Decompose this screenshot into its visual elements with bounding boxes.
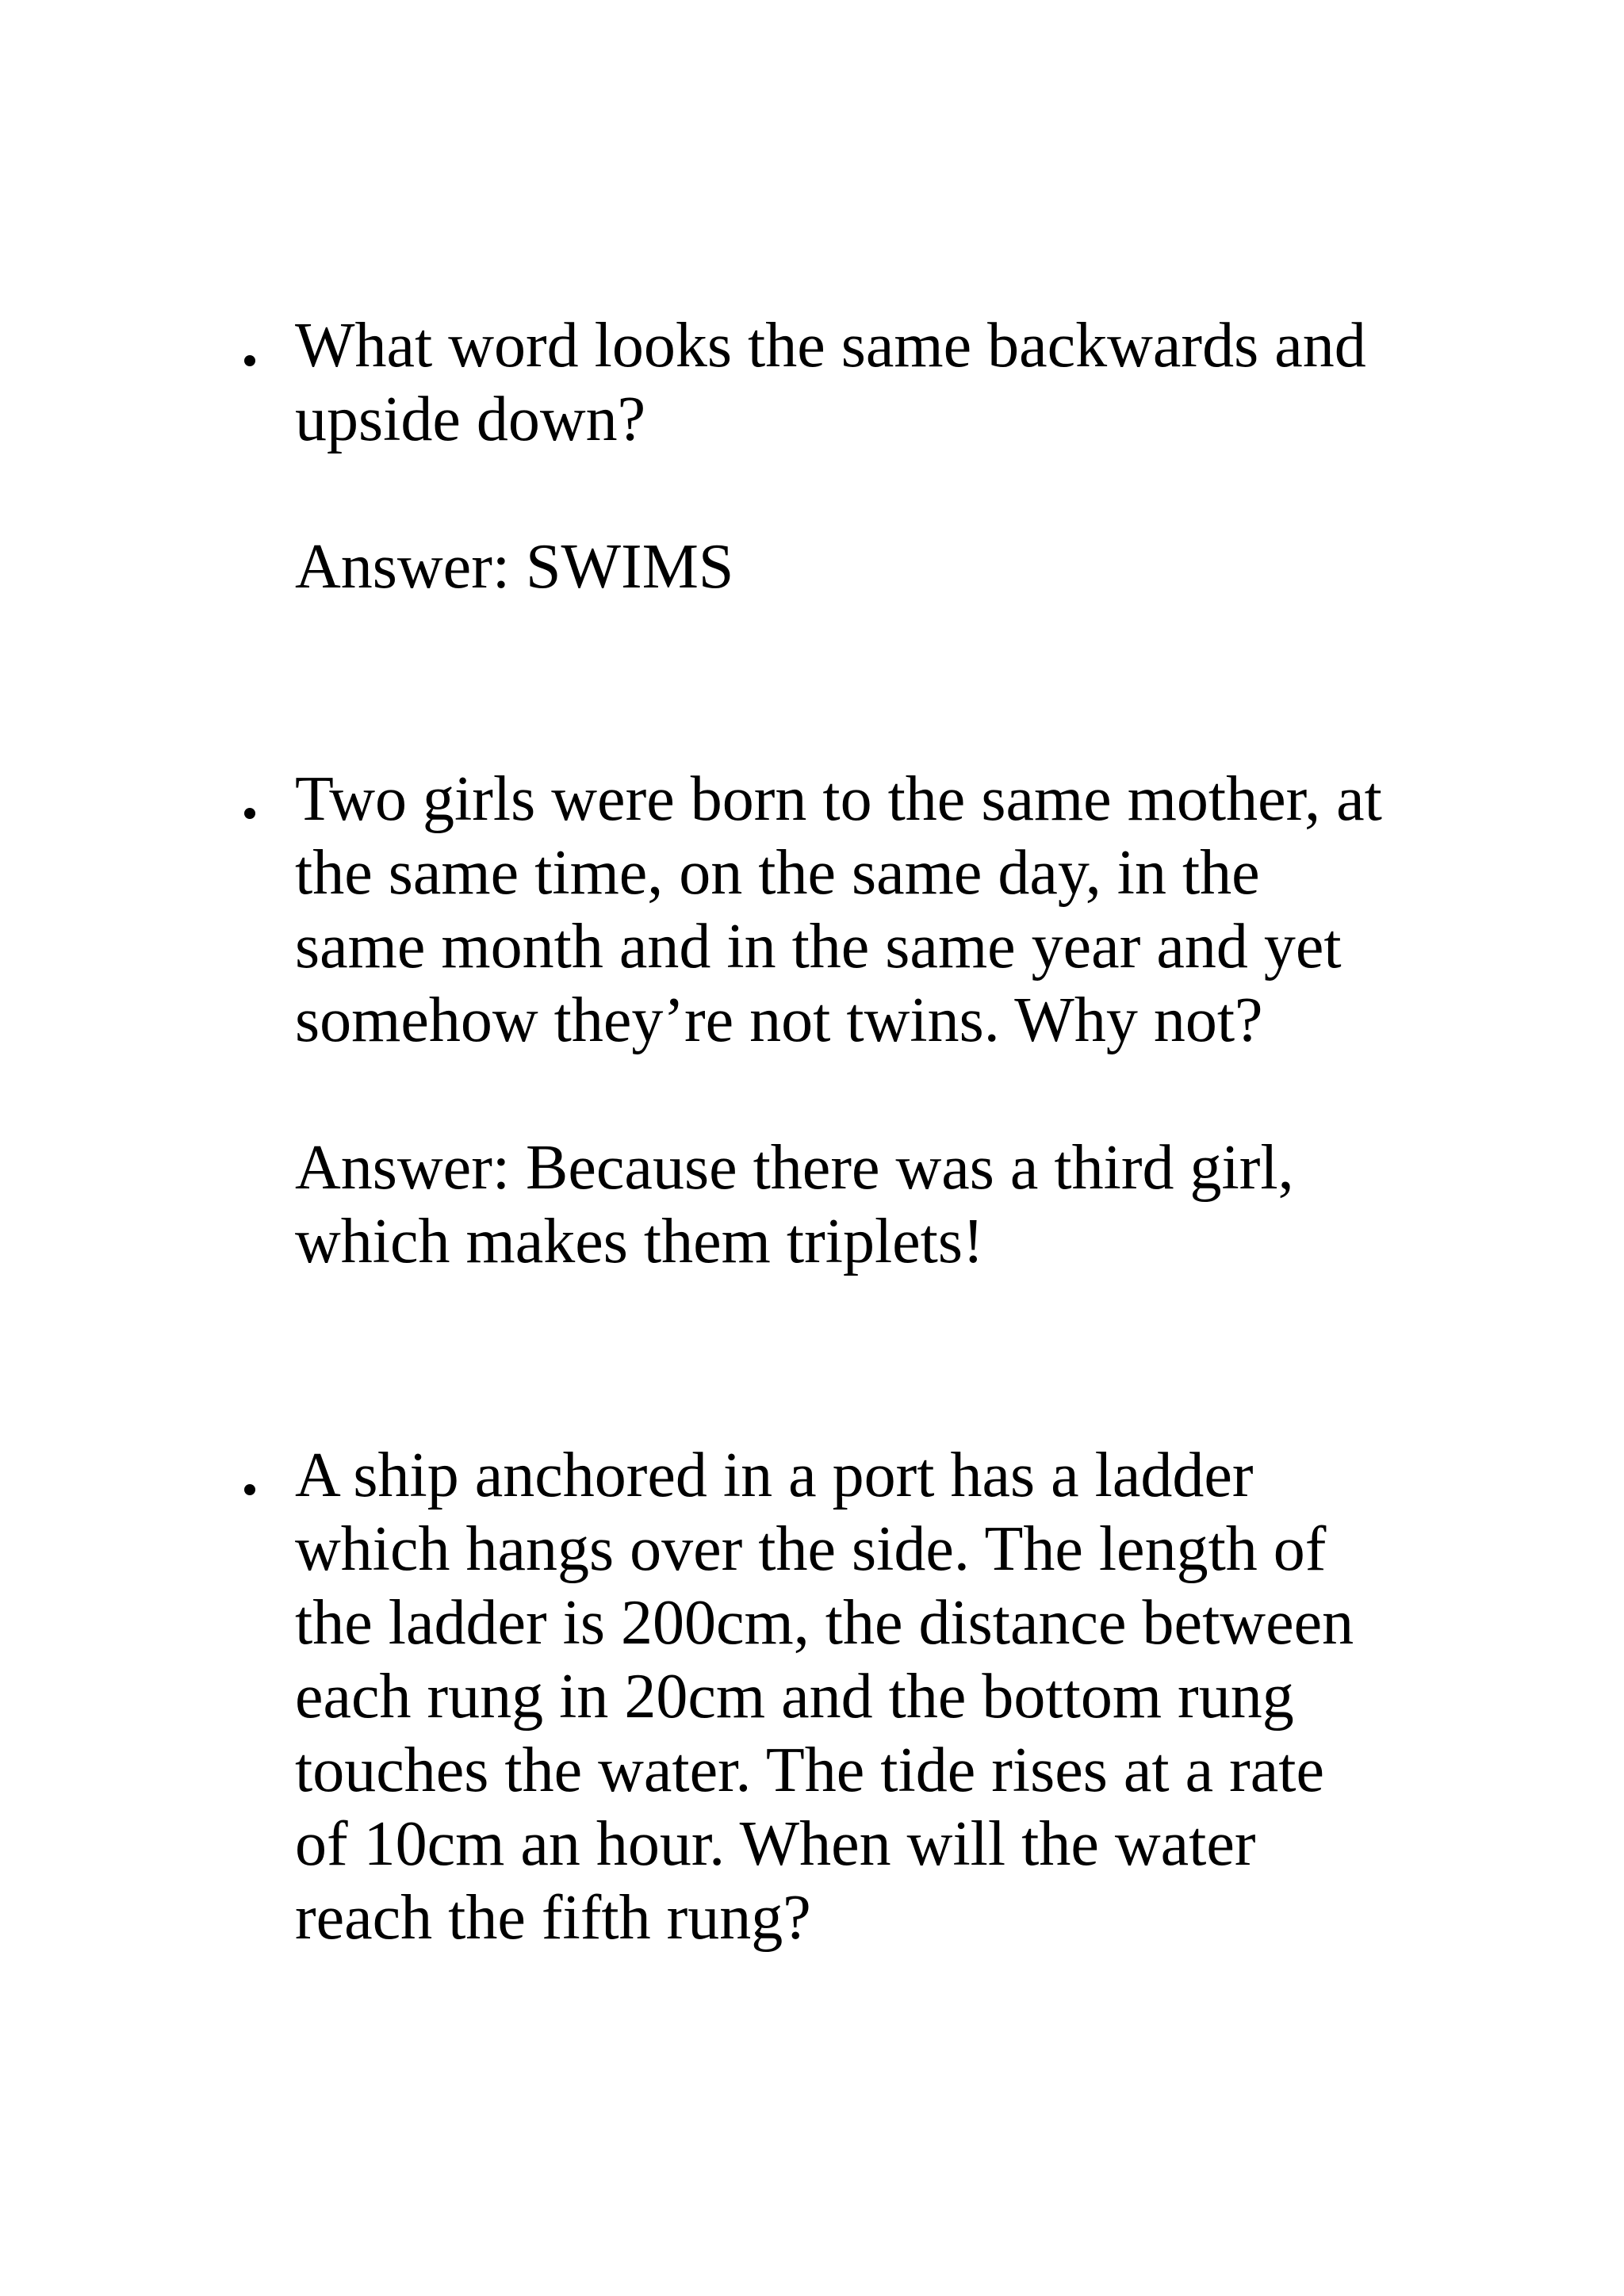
spacer [295, 1058, 1532, 1131]
question-line: of 10cm an hour. When will the water [295, 1809, 1256, 1879]
question-line: What word looks the same backwards and [295, 311, 1366, 381]
question-line: same month and in the same year and yet [295, 912, 1342, 982]
question-line: Two girls were born to the same mother, at [295, 764, 1382, 834]
question-line: which hangs over the side. The length of [295, 1514, 1327, 1584]
spacer [295, 457, 1532, 530]
answer-line: Answer: SWIMS [295, 532, 734, 602]
bullet-icon [244, 1484, 255, 1495]
answer-line: which makes them triplets! [295, 1207, 984, 1276]
riddle-2-text [295, 763, 1532, 1279]
bullet-icon [244, 355, 255, 366]
riddle-1-text [295, 309, 1532, 604]
question-line: upside down? [295, 385, 646, 454]
bullet-icon [244, 808, 255, 819]
question-line: A ship anchored in a port has a ladder [295, 1441, 1254, 1510]
question-line: touches the water. The tide rises at a rate [295, 1735, 1325, 1805]
question-line: each rung in 20cm and the bottom rung [295, 1662, 1294, 1732]
question-line: the same time, on the same day, in the [295, 838, 1260, 908]
question-line: the ladder is 200cm, the distance between [295, 1588, 1354, 1658]
riddle-3-text [295, 1439, 1532, 1955]
question-line: reach the fifth rung? [295, 1883, 811, 1953]
question-line: somehow they’re not twins. Why not? [295, 985, 1263, 1055]
answer-line: Answer: Because there was a third girl, [295, 1133, 1294, 1203]
